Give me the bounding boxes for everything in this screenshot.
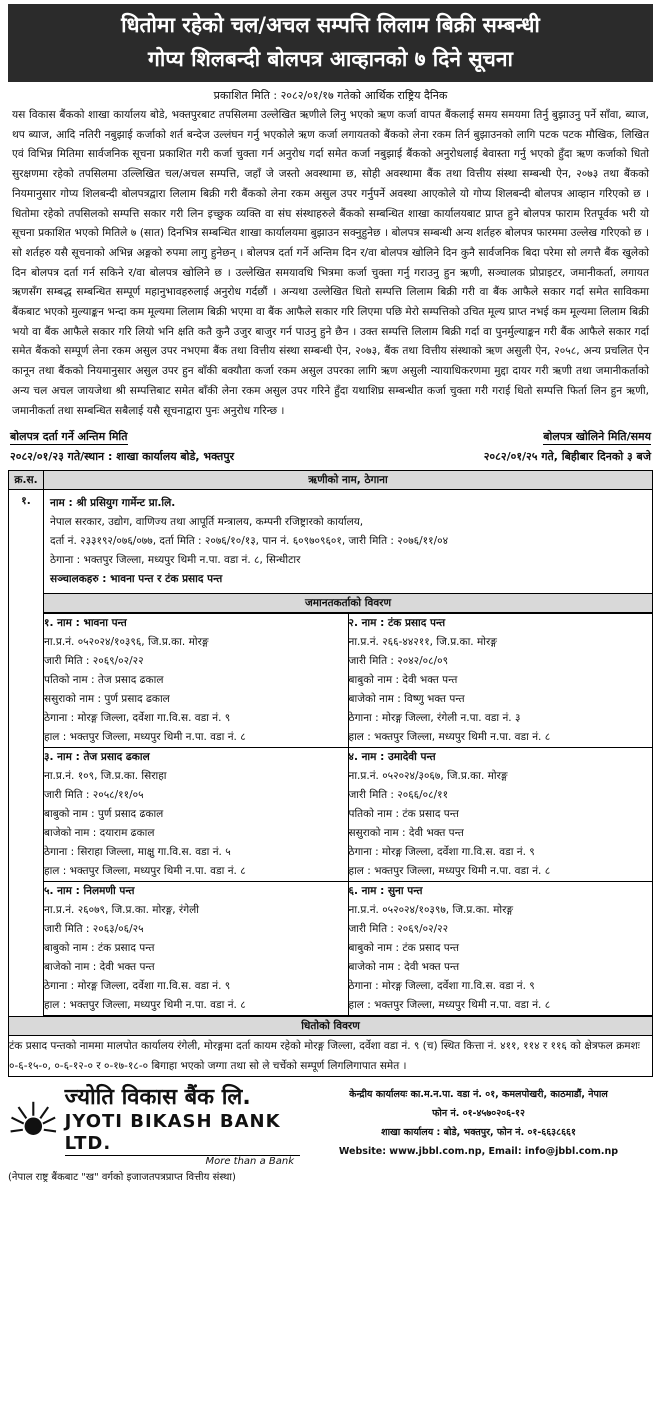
guarantor-line: ठेगाना : मोरङ्ग जिल्ला, दर्वेशा गा.वि.स. वडा नं. ९ — [348, 980, 535, 993]
guarantor-line: हाल : भक्तपुर जिल्ला, मध्यपुर थिमी न.पा. वडा नं. ८ — [348, 999, 551, 1012]
guarantor-line: जारी मिति : २०६९/०२/२२ — [348, 923, 449, 936]
head-office: केन्द्रीय कार्यालयः का.म.न.पा. वडा नं. ०१, कमलपोखरी, काठमाडौं, नेपाल — [349, 1089, 608, 1101]
guarantor-card — [348, 882, 652, 1016]
guarantor-line: ना.प्र.नं. ०५२०२४/३०६७, जि.प्र.का. मोरङ्ग — [348, 770, 508, 783]
bank-name-nepali: ज्योति विकास बैंक लि. — [64, 1085, 251, 1111]
guarantor-grid — [44, 613, 652, 1016]
guarantor-line: ठेगाना : सिराहा जिल्ला, माक्षु गा.वि.स. वडा नं. ५ — [44, 846, 231, 859]
opening-date-value: २०८२/०१/२५ गते, बिहीबार दिनको ३ बजे — [483, 450, 651, 464]
guarantor-line: ठेगाना : मोरङ्ग जिल्ला, दर्वेशा गा.वि.स. वडा नं. ९ — [44, 980, 231, 993]
notice-headline — [8, 4, 653, 82]
guarantor-line: जारी मिति : २०६९/०२/२२ — [44, 655, 144, 668]
guarantor-card — [348, 748, 652, 882]
guarantor-line: हाल : भक्तपुर जिल्ला, मध्यपुर थिमी न.पा. वडा नं. ८ — [44, 865, 246, 878]
headline-line-2: गोप्य शिलबन्दी बोलपत्र आव्हानको ७ दिने सूचना — [148, 47, 513, 71]
borrower-line: दर्ता नं. २३३१९२/०७६/०७७, दर्ता मिति : २०७६/१०/१३, पान नं. ६०९७०९६०१, जारी मिति : २०७६/११/०४ — [50, 535, 449, 548]
guarantor-line: ना.प्र.नं. १०९, जि.प्र.का. सिराहा — [44, 770, 167, 783]
bank-tagline: More than a Bank — [205, 1156, 294, 1168]
guarantor-line: हाल : भक्तपुर जिल्ला, मध्यपुर थिमी न.पा. वडा नं. ८ — [44, 999, 246, 1012]
registration-deadline-value: २०८२/०१/२३ गते/स्थान : शाखा कार्यालय बोडे, भक्तपुर — [10, 450, 235, 464]
guarantor-line: पतिको नाम : तेज प्रसाद ढकाल — [44, 674, 164, 687]
collateral-description: टंक प्रसाद पन्तको नाममा मालपोत कार्यालय रंगेली, मोरङ्गमा दर्ता कायम रहेको मोरङ्ग जिल्ला, दर्वेशा वडा नं. ९ (च) स्थित कित्ता नं. ४११, ११४ र ११६ को क्षेत्रफल क्रमशः ०-६-१५-०, ०-६-१२-० र ०-१७-१८-० बिगाहा भएको जग्गा तथा सो ले चर्चेको सम्पूर्ण लिगलिगापात समेत । — [9, 1036, 653, 1077]
sunburst-logo-icon — [8, 1095, 59, 1147]
guarantor-line: बाबुको नाम : देवी भक्त पन्त — [348, 674, 458, 687]
guarantor-line: जारी मिति : २०५८/११/०५ — [44, 789, 144, 802]
guarantor-line: जारी मिति : २०६३/०६/२५ — [44, 923, 144, 936]
guarantor-name: १. नाम : भावना पन्त — [44, 617, 127, 630]
deadline-values — [8, 449, 653, 464]
guarantor-line: बाजेको नाम : दयाराम ढकाल — [44, 827, 155, 840]
guarantor-line: ना.प्र.नं. ०५२०२४/१०३९६, जि.प्र.का. मोरङ्ग — [44, 636, 209, 649]
headline-line-1: धितोमा रहेको चल/अचल सम्पत्ति लिलाम बिक्री सम्बन्धी — [121, 13, 540, 37]
guarantor-card — [348, 614, 652, 748]
notice-page — [0, 4, 661, 1424]
borrower-name: नाम : श्री प्रसियुग गार्मेन्ट प्रा.लि. — [50, 497, 176, 510]
guarantor-name: ५. नाम : निलमणी पन्त — [44, 885, 135, 898]
borrower-name-header: ऋणीको नाम, ठेगाना — [44, 471, 653, 490]
guarantor-card — [44, 614, 348, 748]
guarantor-line: बाजेको नाम : देवी भक्त पन्त — [44, 961, 155, 974]
license-note: (नेपाल राष्ट्र बैंकबाट "ख" वर्गको इजाजतपत्रप्राप्त वित्तीय संस्था) — [8, 1172, 236, 1184]
borrower-table — [8, 470, 653, 1077]
guarantor-line: ठेगाना : मोरङ्ग जिल्ला, दर्वेशा गा.वि.स. वडा नं. ९ — [348, 846, 535, 859]
guarantor-line: हाल : भक्तपुर जिल्ला, मध्यपुर थिमी न.पा. वडा नं. ८ — [348, 865, 551, 878]
serial-number: १. — [9, 490, 44, 1017]
head-office-phone: फोन नं. ०१-४५७०२०६-१२ — [432, 1108, 525, 1120]
published-date: प्रकाशित मिति : २०८२/०१/१७ गतेको आर्थिक राष्ट्रिय दैनिक — [213, 89, 448, 102]
guarantor-line: ठेगाना : मोरङ्ग जिल्ला, दर्वेशा गा.वि.स. वडा नं. ९ — [44, 712, 231, 725]
guarantor-line: ससुराको नाम : पुर्ण प्रसाद ढकाल — [44, 693, 170, 706]
guarantor-line: हाल : भक्तपुर जिल्ला, मध्यपुर थिमी न.पा. वडा नं. ८ — [44, 731, 246, 744]
directors: सञ्चालकहरु : भावना पन्त र टंक प्रसाद पन्त — [50, 573, 223, 586]
bank-name-english: JYOTI BIKASH BANK LTD. — [65, 1111, 300, 1156]
guarantor-line: जारी मिति : २०६६/०८/११ — [348, 789, 449, 802]
sn-header: क्र.स. — [9, 471, 44, 490]
branch-office: शाखा कार्यालय : बोडे, भक्तपुर, फोन नं. ०१-६६३८६६१ — [381, 1127, 576, 1139]
guarantor-line: ना.प्र.नं. २६०७९, जि.प्र.का. मोरङ्ग, रंगेली — [44, 904, 199, 917]
website-email: Website: www.jbbl.com.np, Email: info@jbbl.com.np — [338, 1146, 619, 1158]
collateral-header: धितोको विवरण — [9, 1017, 653, 1036]
guarantor-line: ठेगाना : मोरङ्ग जिल्ला, रंगेली न.पा. वडा नं. ३ — [348, 712, 521, 725]
borrower-info — [44, 490, 652, 593]
guarantor-card — [44, 882, 348, 1016]
borrower-line: नेपाल सरकार, उद्योग, वाणिज्य तथा आपूर्ति मन्त्रालय, कम्पनी रजिष्ट्रारको कार्यालय, — [50, 516, 364, 529]
guarantor-line: बाजेको नाम : विष्णु भक्त पन्त — [348, 693, 465, 706]
guarantor-line: बाबुको नाम : टंक प्रसाद पन्त — [348, 942, 459, 955]
guarantor-line: बाजेको नाम : देवी भक्त पन्त — [348, 961, 460, 974]
guarantor-name: ४. नाम : उमादेवी पन्त — [348, 751, 436, 764]
guarantor-name: ६. नाम : सुना पन्त — [348, 885, 423, 898]
guarantor-line: बाबुको नाम : टंक प्रसाद पन्त — [44, 942, 155, 955]
opening-date-label: बोलपत्र खोलिने मिति/समय — [543, 430, 651, 444]
deadline-labels — [8, 429, 653, 445]
guarantor-line: ना.प्र.नं. ०५२०२४/१०३९७, जि.प्र.का. मोरङ्ग — [348, 904, 514, 917]
bank-logo-block — [8, 1085, 300, 1183]
guarantor-line: ना.प्र.नं. २६६-४४२११, जि.प्र.का. मोरङ्ग — [348, 636, 497, 649]
guarantor-line: हाल : भक्तपुर जिल्ला, मध्यपुर थिमी न.पा. वडा नं. ८ — [348, 731, 551, 744]
guarantor-header: जमानतकर्ताको विवरण — [44, 593, 652, 613]
registration-deadline-label: बोलपत्र दर्ता गर्ने अन्तिम मिति — [10, 430, 128, 444]
notice-body: यस विकास बैंकको शाखा कार्यालय बोडे, भक्तपुरबाट तपसिलमा उल्लेखित ऋणीले लिनु भएको ऋण कर्जा वापत बैंकलाई समय समयमा तिर्नु बुझाउनु पर्ने साँवा, ब्याज, थप ब्याज, आदि नतिरी नबुझाई कर्जाको शर्त बन्देज उल्लंघन गर्नु भएकोले ऋण कर्जा लगायतको बैंकको लेना रकम तिर्न बुझाउनको लागि पटक पटक मौखिक, लिखित एवं विभिन्न मितिमा सार्वजनिक सूचना प्रकाशित गरी कर्जा चुक्ता गर्न अनुरोध गर्दा समेत कर्जा नबुझाई बैंकको अनुरोधलाई बेवास्ता गर्नु भएको हुँदा ऋण कर्जाको धितो सुरक्षणमा रहेको तपसिलमा उल्लिखित चल/अचल सम्पत्ति, जहाँ जे जस्तो अवस्थामा छ, सोही अवस्थामा बैंक तथा वित्तीय संस्था सम्बन्धी ऐन, २०७३ तथा बैंकको नियमानुसार गोप्य शिलबन्दी बोलपत्रद्वारा लिलाम बिक्री गरी बैंकको लेना रकम असुल उपर गर्नुपर्ने अवस्था आएकोले यो गोप्य शिलबन्दी बोलपत्र आव्हान गरिएको छ । धितोमा रहेको तपसिलको सम्पत्ति सकार गरी लिन इच्छुक व्यक्ति वा संघ संस्थाहरुले बैंकको सम्बन्धित शाखा कार्यालयबाट प्राप्त हुने बोलपत्र फाराम रितपूर्वक भरी यो सूचना प्रकाशित भएको मितिले ७ (सात) दिनभित्र सम्बन्धित शाखा कार्यालयमा बुझाउन सक्नुहुनेछ । बोलपत्र सम्बन्धी अन्य शर्तहरु बोलपत्र फारममा उल्लेख गरिएको छ । सो शर्तहरु यसै सूचनाको अभिन्न अङ्गको रुपमा लागु हुनेछन् । बोलपत्र दर्ता गर्ने अन्तिम दिन र/वा बोलपत्र खोलिने दिन कुनै सार्वजनिक बिदा परेमा सो लगत्तै बैंक खुलेको दिन बोलपत्र दर्ता गर्न सकिने र/वा बोलपत्र खोलिने छ । उल्लेखित समयावधि भित्रमा कर्जा चुक्ता गर्नु गराउनु हुन ऋणी, सञ्चालक प्रोप्राइटर, जमानीकर्ता, लगायत ऋणसँग सम्बद्ध सम्बन्धित सम्पूर्ण महानुभावहरुलाई अनुरोध गर्दछौं । अन्यथा उल्लेखित धितो सम्पत्ति लिलाम बिक्री गरी वा बैंक आफैले सकार गर्दा समेत साविकमा बैंकबाट भएको मुल्याङ्कन भन्दा कम मूल्यमा लिलाम बिक्री भएमा वा बैंक आफैले सकार गरि लिएमा पछि मेरो सम्पत्तिको उचित मूल्य प्राप्त नभई कम मूल्यमा लिलाम बिक्री भयो वा बैंक आफैले सकार गरि लियो भनि क्षति कतै कुनै उजुर बाजुर गर्न पाउनु हुने छैन । उक्त सम्पत्ति लिलाम बिक्री गर्दा वा पुनर्मुल्याङ्कन गरी बैंक आफैले सकार गर्दा समेत बैंकको सम्पूर्ण लेना रकम असुल उपर नभएमा बैंक तथा वित्तीय संस्था सम्बन्धी ऐन, २०७३, बैंक तथा वित्तीय संस्थाको ऋण असुली ऐन, २०५८, अन्य प्रचलित ऐन कानून तथा बैंकको नियमानुसार असुल उपर हुन बाँकी बक्यौता कर्जा रकम असुल उपरका लागि ऋण असुली न्यायाधिकरणमा मुद्दा दायर गरी ऋणी तथा जमानीकर्ताको अन्य चल अचल जायजेथा श्री सम्पत्तिबाट समेत बाँकी लेना रकम असुल उपर गरिने हुँदा यथाशिघ्र सम्बन्धीत कर्जा चुक्ता गरी गराई धितो सम्पत्ति फिर्ता लिन हुन ऋणी, जमानीकर्ता तथा सम्बन्धित सबैलाई यसै सूचनाद्वारा पुनः अनुरोध गरिन्छ । — [12, 109, 649, 417]
guarantor-line: ससुराको नाम : देवी भक्त पन्त — [348, 827, 464, 840]
guarantor-line: पतिको नाम : टंक प्रसाद पन्त — [348, 808, 459, 821]
bank-footer — [8, 1085, 653, 1183]
guarantor-name: २. नाम : टंक प्रसाद पन्त — [348, 617, 446, 630]
guarantor-name: ३. नाम : तेज प्रसाद ढकाल — [44, 751, 150, 764]
borrower-detail-cell — [44, 490, 653, 1017]
guarantor-line: बाबुको नाम : पुर्ण प्रसाद ढकाल — [44, 808, 164, 821]
guarantor-card — [44, 748, 348, 882]
contact-info — [300, 1085, 653, 1161]
guarantor-line: जारी मिति : २०४२/०८/०९ — [348, 655, 449, 668]
borrower-line: ठेगाना : भक्तपुर जिल्ला, मध्यपुर थिमी न.पा. वडा नं. ८, सिन्धीटार — [50, 554, 301, 567]
